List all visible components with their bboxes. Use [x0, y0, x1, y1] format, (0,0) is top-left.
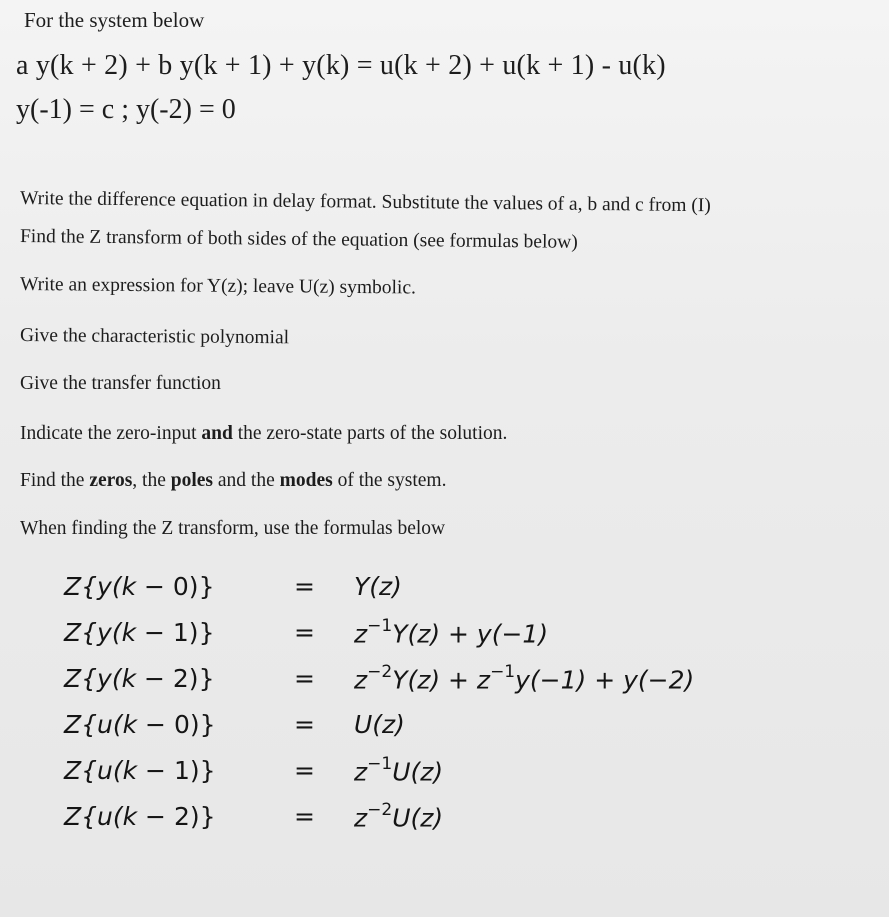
formula-rhs-part: Y(z) + y(−1) — [392, 619, 549, 649]
formula-exponent: −1 — [367, 754, 393, 774]
task-text: and the — [213, 470, 280, 491]
formula-exponent: −2 — [367, 662, 393, 682]
formula-rhs — [354, 618, 548, 648]
formula-lhs-main: Z{u(k — [64, 756, 138, 785]
equals-sign: = — [294, 618, 315, 647]
formula-lhs-main: Z{u(k — [64, 710, 138, 739]
task-text: , the — [132, 470, 171, 491]
formula-rhs: Y(z) — [354, 572, 402, 601]
task-bold-text: zeros — [89, 470, 133, 491]
task-bold-text: poles — [170, 470, 214, 491]
formula-rhs-part: U(z) — [392, 803, 444, 833]
equals-sign: = — [294, 572, 315, 601]
task-transfer-function: Give the transfer function — [20, 373, 221, 394]
task-bold-text: modes — [279, 470, 333, 491]
formula-lhs-shift: − 1)} — [136, 618, 215, 647]
formula-lhs-shift: − 2)} — [136, 664, 215, 693]
formula-rhs-part: z — [354, 757, 368, 787]
formula-lhs-shift: − 0)} — [136, 572, 215, 601]
task-text: of the system. — [332, 470, 447, 491]
intro-text: For the system below — [24, 8, 205, 32]
task-text: Find the — [20, 470, 90, 491]
formula-lhs — [64, 664, 214, 693]
formula-lhs — [64, 756, 216, 785]
task-characteristic-polynomial: Give the characteristic polynomial — [19, 325, 290, 349]
formula-lhs-main: Z{y(k — [64, 618, 137, 647]
formula-rhs-part: U(z) — [392, 757, 444, 787]
equals-sign: = — [294, 802, 315, 831]
formula-lhs-main: Z{y(k — [64, 664, 137, 693]
formula-lhs-shift: − 2)} — [137, 802, 216, 831]
difference-equation: a y(k + 2) + b y(k + 1) + y(k) = u(k + 2) + u(k + 1) - u(k) — [16, 50, 666, 81]
formula-exponent: −2 — [367, 800, 393, 820]
formula-rhs: U(z) — [354, 710, 405, 739]
formula-exponent: −1 — [367, 616, 393, 636]
formula-exponent: −1 — [490, 662, 516, 682]
task-bold-text: and — [201, 423, 233, 444]
task-delay-format: Write the difference equation in delay format. Substitute the values of a, b and c from (I) — [19, 188, 711, 217]
formula-rhs-part: z — [354, 803, 368, 833]
formula-lhs-shift: − 1)} — [137, 756, 216, 785]
formula-rhs-part: y(−1) + y(−2) — [515, 665, 695, 695]
formula-lhs — [64, 618, 214, 647]
formula-lhs — [64, 572, 214, 601]
task-z-transform: Find the Z transform of both sides of the equation (see formulas below) — [19, 226, 578, 253]
formula-lhs-main: Z{y(k — [64, 572, 137, 601]
formula-rhs — [354, 756, 443, 786]
formula-lhs-main: Z{u(k — [64, 802, 138, 831]
formula-rhs-part: Y(z) + z — [392, 665, 491, 695]
formula-lhs — [64, 802, 216, 831]
task-zeros-poles-modes — [20, 470, 446, 492]
equals-sign: = — [294, 664, 315, 693]
formula-rhs-part: z — [354, 619, 368, 649]
task-zero-input-zero-state — [20, 423, 507, 445]
formula-lhs-shift: − 0)} — [137, 710, 216, 739]
formula-rhs — [354, 802, 443, 832]
task-text: the zero-state parts of the solution. — [232, 423, 508, 444]
initial-conditions: y(-1) = c ; y(-2) = 0 — [16, 94, 236, 125]
formula-rhs-part: z — [354, 665, 368, 695]
formula-rhs — [354, 664, 694, 694]
task-text: Indicate the zero-input — [20, 423, 202, 444]
task-expression-y: Write an expression for Y(z); leave U(z) symbolic. — [19, 274, 417, 299]
task-formula-note: When finding the Z transform, use the formulas below — [20, 518, 446, 539]
equals-sign: = — [294, 756, 315, 785]
equals-sign: = — [294, 710, 315, 739]
formula-lhs — [64, 710, 216, 739]
